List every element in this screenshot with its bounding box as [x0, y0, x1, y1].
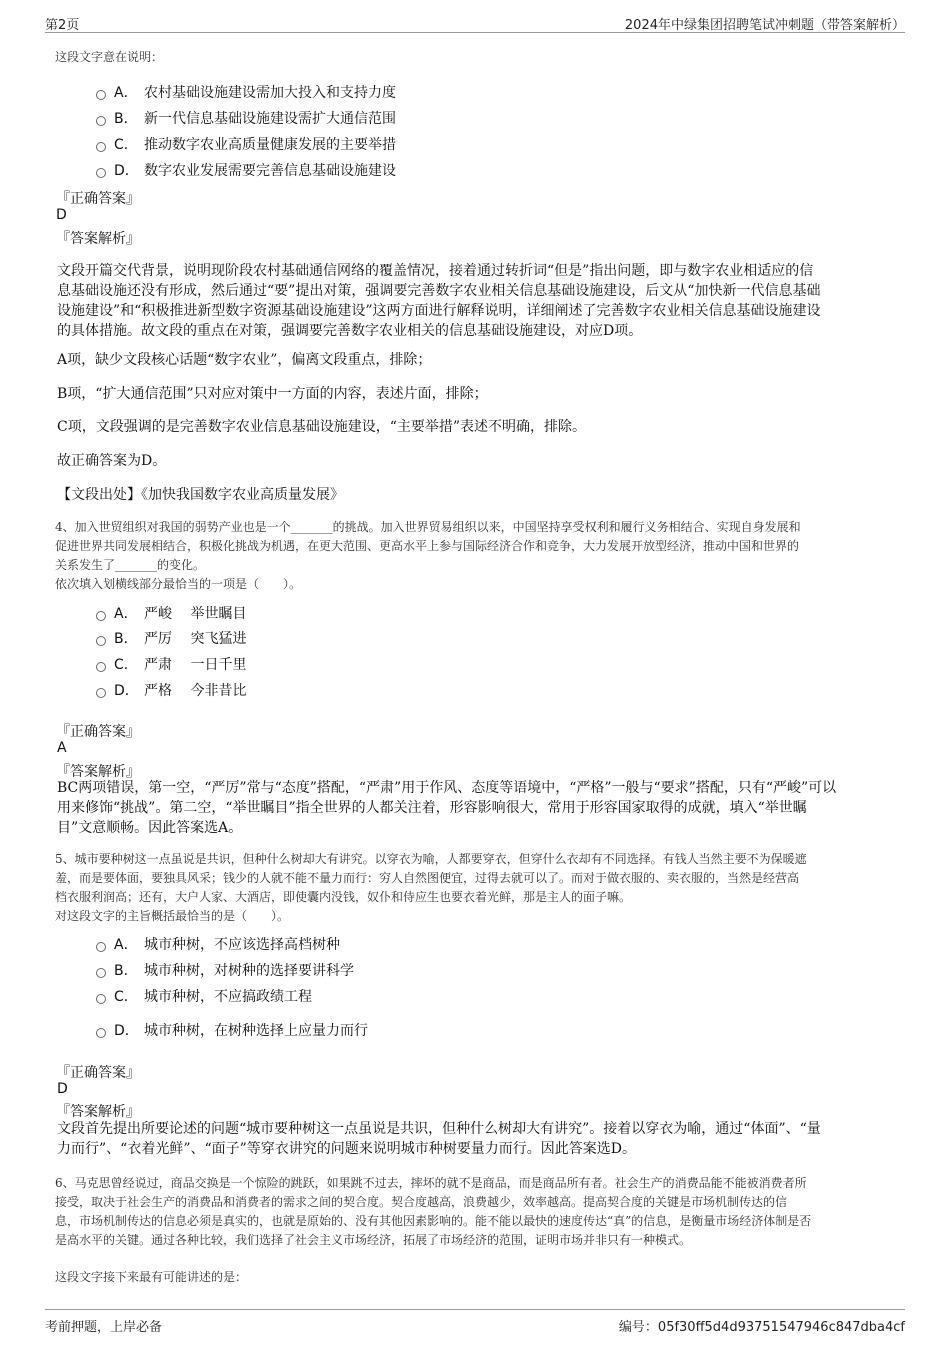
radio-icon[interactable]	[96, 942, 106, 952]
q3-analysis-end: 故正确答案为D。	[57, 453, 167, 469]
q3-analysis-a: A项，缺少文段核心话题“数字农业”，偏离文段重点，排除；	[57, 352, 432, 368]
q3-option-a[interactable]: A． 农村基础设施建设需加大投入和支持力度	[96, 82, 396, 102]
q3-answer-label: 『正确答案』	[56, 191, 140, 207]
q3-analysis: 文段开篇交代背景，说明现阶段农村基础通信网络的覆盖情况，接着通过转折词“但是”指出问题，即与数字农业相适应的信 息基础设施还没有形成，然后通过“要”提出对策，强调要完善数字农业相关信息基础设施建设，后文从“加快新一代信息基础 设施建设”和“积极推进新型数字资源基础设施建设”这两方面进行解释说明，详细阐述了完善数字农业相关信息基础设施建设 的具体措施。故文段的重点在对策，强调要完善数字农业相关的信息基础设施建设，对应D项。	[57, 263, 821, 339]
q4-answer-label: 『正确答案』	[56, 724, 140, 740]
page-header	[45, 12, 905, 33]
radio-icon[interactable]	[96, 142, 106, 152]
radio-icon[interactable]	[96, 994, 106, 1004]
q5-option-d[interactable]: D． 城市种树，在树种选择上应量力而行	[96, 1020, 368, 1040]
q3-analysis-b: B项，“扩大通信范围”只对应对策中一方面的内容，表述片面，排除；	[57, 386, 488, 402]
radio-icon[interactable]	[96, 688, 106, 698]
q4-option-a[interactable]: A． 严峻 举世瞩目	[96, 603, 246, 623]
q5-answer: D	[57, 1081, 68, 1097]
q5-analysis-label: 『答案解析』	[56, 1104, 140, 1120]
q3-analysis-label: 『答案解析』	[56, 231, 140, 247]
radio-icon[interactable]	[96, 1028, 106, 1038]
q5-stem: 5、城市要种树这一点虽说是共识，但种什么树却大有讲究。以穿衣为喻，人都要穿衣，但穿什么衣却有不同选择。有钱人当然主要不为保暖遮 羞，而是要体面，要独具风采；钱少的人就不能不量力而行：穷人自然图便宜，过得去就可以了。而对于做衣服的、卖衣服的，当然是经营高 档衣服利润高；还有，大户人家、大酒店，即使囊内没钱，奴仆和侍应生也要衣着光鲜，那是主人的面子嘛。 对这段文字的主旨概括最恰当的是（ ）。	[55, 852, 807, 923]
q5-option-b[interactable]: B． 城市种树，对树种的选择要讲科学	[96, 960, 354, 980]
q3-answer: D	[56, 207, 67, 223]
q6-stem: 6、马克思曾经说过，商品交换是一个惊险的跳跃，如果跳不过去，摔坏的就不是商品，而是商品所有者。社会生产的消费品能不能被消费者所 接受，取决于社会生产的消费品和消费者的需求之间的契合度。契合度越高，浪费越少，效率越高。提高契合度的关键是市场机制传达的信 息，市场机制传达的信息必须是真实的，也就是原始的、没有其他因素影响的。能不能以最快的速度传达“真”的信息，是衡量市场经济体制是否 是高水平的关键。通过各种比较，我们选择了社会主义市场经济，拓展了市场经济的范围，证明市场并非只有一种模式。	[55, 1176, 812, 1247]
radio-icon[interactable]	[96, 611, 106, 621]
q5-option-a[interactable]: A． 城市种树，不应该选择高档树种	[96, 934, 340, 954]
q3-analysis-c: C项，文段强调的是完善数字农业信息基础设施建设，“主要举措”表述不明确，排除。	[57, 419, 587, 435]
q5-analysis: 文段首先提出所要论述的问题“城市要种树这一点虽说是共识，但种什么树却大有讲究”。接着以穿衣为喻，通过“体面”、“量 力而行”、“衣着光鲜”、“面子”等穿衣讲究的问题来说明城市种树要量力而行。因此答案选D。	[57, 1121, 821, 1157]
q3-stem-tail: 这段文字意在说明：	[55, 50, 164, 64]
radio-icon[interactable]	[96, 662, 106, 672]
q4-analysis: BC两项错误，第一空，“严厉”常与“态度”搭配，“严肃”用于作风、态度等语境中，“严格”一般与“要求”搭配，只有“严峻”可以 用来修饰“挑战”。第二空，“举世瞩目”指全世界的人都关注着，形容影响很大，常用于形容国家取得的成就，填入“举世瞩 目”文意顺畅。因此答案选A。	[57, 780, 837, 836]
page-number: 第2页	[45, 18, 80, 33]
radio-icon[interactable]	[96, 116, 106, 126]
page-footer	[45, 1309, 905, 1336]
footer-slogan: 考前押题，上岸必备	[45, 1320, 163, 1335]
q4-option-c[interactable]: C． 严肃 一日千里	[96, 654, 246, 674]
q3-option-b[interactable]: B． 新一代信息基础设施建设需扩大通信范围	[96, 108, 396, 128]
q4-stem: 4、加入世贸组织对我国的弱势产业也是一个_______的挑战。加入世界贸易组织以来，中国坚持享受权利和履行义务相结合、实现自身发展和 促进世界共同发展相结合，积极化挑战为机遇，在更大范围、更高水平上参与国际经济合作和竞争，大力发展开放型经济，推动中国和世界的 关系发生了_______的变化。 依次填入划横线部分最恰当的一项是（ ）。	[55, 520, 801, 591]
radio-icon[interactable]	[96, 90, 106, 100]
q4-option-b[interactable]: B． 严厉 突飞猛进	[96, 628, 246, 648]
document-id: 编号：05f30ff5d4d93751547946c847dba4cf	[618, 1320, 905, 1335]
radio-icon[interactable]	[96, 168, 106, 178]
q6-question: 这段文字接下来最有可能讲述的是：	[55, 1270, 248, 1284]
q4-option-d[interactable]: D． 严格 今非昔比	[96, 680, 246, 700]
radio-icon[interactable]	[96, 968, 106, 978]
q3-source: 【文段出处】《加快我国数字农业高质量发展》	[57, 487, 344, 503]
q5-option-c[interactable]: C． 城市种树，不应搞政绩工程	[96, 986, 312, 1006]
q3-option-d[interactable]: D． 数字农业发展需要完善信息基础设施建设	[96, 160, 396, 180]
radio-icon[interactable]	[96, 636, 106, 646]
q4-answer: A	[57, 740, 67, 756]
q3-option-c[interactable]: C． 推动数字农业高质量健康发展的主要举措	[96, 134, 396, 154]
q4-analysis-label: 『答案解析』	[56, 764, 140, 780]
document-title: 2024年中绿集团招聘笔试冲刺题（带答案解析）	[624, 18, 905, 33]
q5-answer-label: 『正确答案』	[56, 1065, 140, 1081]
